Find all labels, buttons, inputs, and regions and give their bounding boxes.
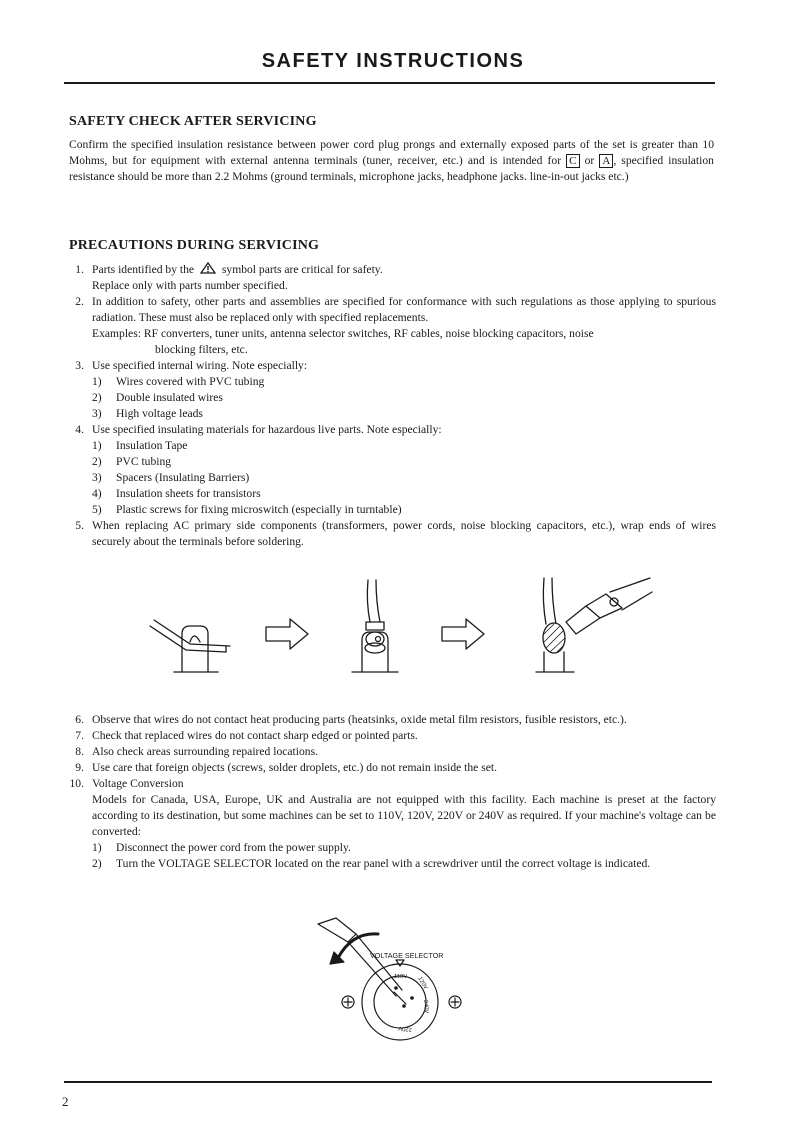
- or-text: or: [584, 154, 595, 167]
- warning-triangle-icon: [200, 262, 216, 274]
- voltage-240-label: 240V: [422, 999, 430, 1014]
- item-number: 6.: [75, 713, 84, 726]
- page-number: 2: [62, 1094, 69, 1109]
- list-item-5: [64, 518, 716, 550]
- item-text: Models for Canada, USA, Europe, UK and Australia are not equipped with this facility. Each machine is preset at the factory according to its destination, but some machines can be set to 110V, 120V, 220V or 240V as required. If your machine's voltage can be converted:: [92, 793, 716, 838]
- bottom-rule: [64, 1081, 712, 1083]
- item-number: 3.: [75, 359, 84, 372]
- list-item-4: [64, 422, 716, 518]
- voltage-220-label: 220V: [398, 1024, 413, 1032]
- item-text: Use care that foreign objects (screws, solder droplets, etc.) do not remain inside the set.: [92, 761, 498, 774]
- precautions-list-bottom: [64, 712, 716, 872]
- item-text: Use specified internal wiring. Note especially:: [92, 359, 308, 372]
- item-text: Parts identified by the: [92, 263, 195, 276]
- item-number: 9.: [75, 761, 84, 774]
- voltage-selector-label: VOLTAGE SELECTOR: [370, 951, 444, 960]
- item-number: 10.: [69, 777, 84, 790]
- safety-check-paragraph: [69, 137, 714, 185]
- item-number: 1.: [75, 263, 84, 276]
- page-title: SAFETY INSTRUCTIONS: [261, 50, 525, 72]
- sub-item: 2) Double insulated wires: [92, 391, 223, 404]
- list-item-8: [64, 744, 716, 760]
- top-rule: [64, 82, 715, 84]
- voltage-selector-illustration: [300, 912, 470, 1042]
- arrow-right-icon: [442, 619, 484, 649]
- list-item-3: [64, 358, 716, 422]
- wire-wrap-illustration: [130, 572, 660, 680]
- item-number: 4.: [75, 423, 84, 436]
- sub-item: 4) Insulation sheets for transistors: [92, 487, 261, 500]
- item-text: Also check areas surrounding repaired locations.: [92, 745, 318, 758]
- examples-label: Examples:: [92, 327, 141, 340]
- list-item-2: [64, 294, 716, 358]
- voltage-120-label: 120V: [416, 976, 429, 991]
- item-text: Observe that wires do not contact heat producing parts (heatsinks, oxide metal film resistors, fusible resistors, etc.).: [92, 713, 627, 726]
- item-text: Check that replaced wires do not contact sharp edged or pointed parts.: [92, 729, 418, 742]
- item-number: 7.: [75, 729, 84, 742]
- examples-text: RF converters, tuner units, antenna selector switches, RF cables, noise blocking capacitors, noise: [143, 327, 594, 340]
- voltage-110-label: 110V: [394, 974, 408, 980]
- sub-item: 5) Plastic screws for fixing microswitch (especially in turntable): [92, 503, 402, 516]
- item-number: 8.: [75, 745, 84, 758]
- sub-item: 1) Insulation Tape: [92, 439, 188, 452]
- examples-line: [92, 326, 716, 342]
- item-text: symbol parts are critical for safety.: [221, 263, 383, 276]
- precautions-heading: PRECAUTIONS DURING SERVICING: [69, 238, 320, 253]
- list-item-7: [64, 728, 716, 744]
- precautions-list-top: [64, 262, 716, 550]
- list-item-10: [64, 776, 716, 872]
- terminal-step-1: [150, 620, 230, 672]
- examples-cont: blocking filters, etc.: [155, 343, 248, 356]
- sub-item: 3) Spacers (Insulating Barriers): [92, 471, 250, 484]
- sub-item: 3) High voltage leads: [92, 407, 203, 420]
- safety-check-text-2: , specified insulation resistance should be more than 2.2 Mohms (ground terminals, microphone jacks, headphone jacks. line-in-out jacks etc.): [69, 154, 714, 183]
- list-item-1: [64, 262, 716, 294]
- safety-check-heading: SAFETY CHECK AFTER SERVICING: [69, 114, 317, 129]
- terminal-step-3: [536, 578, 652, 672]
- item-text: Use specified insulating materials for hazardous live parts. Note especially:: [92, 423, 442, 436]
- list-item-6: [64, 712, 716, 728]
- item-text: Replace only with parts number specified.: [92, 279, 288, 292]
- sub-item: 1) Disconnect the power cord from the power supply.: [92, 841, 351, 854]
- terminal-step-2: [352, 580, 398, 672]
- list-item-9: [64, 760, 716, 776]
- class-a-box: A: [599, 154, 613, 168]
- class-c-box: C: [566, 154, 579, 168]
- item-number: 5.: [75, 519, 84, 532]
- sub-item: 1) Wires covered with PVC tubing: [92, 375, 265, 388]
- sub-item: 2) Turn the VOLTAGE SELECTOR located on the rear panel with a screwdriver until the correct voltage is indicated.: [92, 857, 651, 870]
- item-text: When replacing AC primary side components (transformers, power cords, noise blocking capacitors, etc.), wrap ends of wires securely about the terminals before soldering.: [92, 519, 716, 548]
- safety-check-text-1: Confirm the specified insulation resistance between power cord plug prongs and externally exposed parts of the set is greater than 10 Mohms, but for equipment with external antenna terminals (tuner, receiver, etc.) and is intended for: [69, 138, 714, 167]
- arrow-right-icon: [266, 619, 308, 649]
- item-text: In addition to safety, other parts and assemblies are specified for conformance with such regulations as those applying to spurious radiation. These must also be replaced only with specified replacements.: [92, 295, 716, 324]
- item-title: Voltage Conversion: [92, 777, 184, 790]
- item-number: 2.: [75, 295, 84, 308]
- sub-item: 2) PVC tubing: [92, 455, 172, 468]
